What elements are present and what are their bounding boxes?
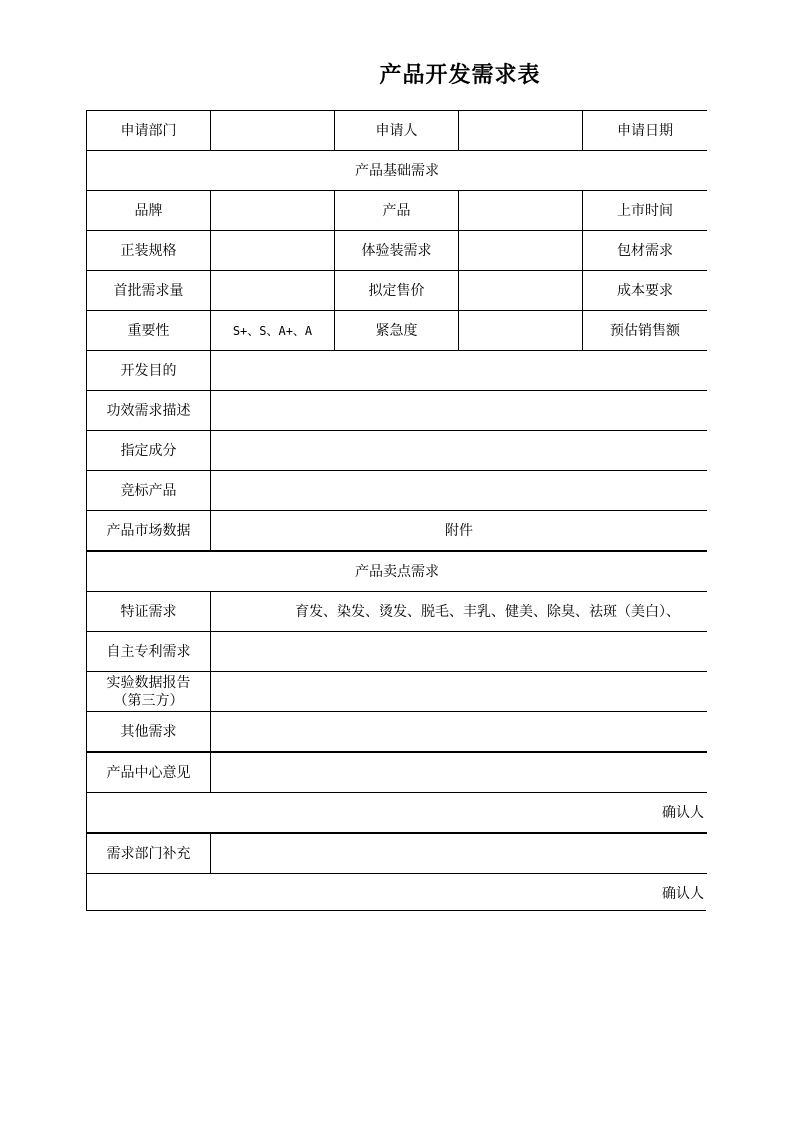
table-row-efficacy — [87, 391, 708, 431]
form-table-frame — [86, 110, 707, 911]
ingredient-value-cell[interactable] — [211, 431, 708, 471]
table-row-competitor — [87, 471, 708, 511]
supplement-value-cell[interactable] — [211, 833, 708, 874]
table-row-batch — [87, 271, 708, 311]
table-row-section-selling — [87, 551, 708, 592]
table-row-confirm-1 — [87, 793, 708, 834]
center-value-cell[interactable] — [211, 752, 708, 793]
urgency-value-cell[interactable] — [459, 311, 583, 351]
importance-label: 重要性 — [87, 311, 211, 351]
brand-value-cell[interactable] — [211, 191, 335, 231]
confirm-signer-2: 确认人 — [87, 874, 708, 912]
table-row-section-basic — [87, 151, 708, 191]
table-row-cert — [87, 592, 708, 632]
spec-value-cell[interactable] — [211, 231, 335, 271]
efficacy-label: 功效需求描述 — [87, 391, 211, 431]
competitor-value-cell[interactable] — [211, 471, 708, 511]
form-table — [86, 110, 707, 911]
other-label: 其他需求 — [87, 712, 211, 753]
importance-value-cell[interactable]: S+、S、A+、A — [211, 311, 335, 351]
price-value-cell[interactable] — [459, 271, 583, 311]
cert-label: 特证需求 — [87, 592, 211, 632]
table-row-priority — [87, 311, 708, 351]
table-row-brand — [87, 191, 708, 231]
table-row-applicant — [87, 111, 708, 151]
batch-value-cell[interactable] — [211, 271, 335, 311]
table-row-spec — [87, 231, 708, 271]
efficacy-value-cell[interactable] — [211, 391, 708, 431]
purpose-label: 开发目的 — [87, 351, 211, 391]
page-title: 产品开发需求表 — [379, 62, 541, 88]
patent-value-cell[interactable] — [211, 632, 708, 672]
trial-label: 体验装需求 — [335, 231, 459, 271]
lab-label-line2: （第三方） — [113, 692, 184, 709]
table-row-other — [87, 712, 708, 753]
sales-label: 预估销售额 — [583, 311, 708, 351]
lab-label — [87, 672, 211, 712]
section-selling-header: 产品卖点需求 — [87, 551, 708, 592]
product-value-cell[interactable] — [459, 191, 583, 231]
market-attachment-cell[interactable]: 附件 — [211, 511, 708, 552]
other-value-cell[interactable] — [211, 712, 708, 753]
brand-label: 品牌 — [87, 191, 211, 231]
supplement-label: 需求部门补充 — [87, 833, 211, 874]
competitor-label: 竞标产品 — [87, 471, 211, 511]
patent-label: 自主专利需求 — [87, 632, 211, 672]
product-label: 产品 — [335, 191, 459, 231]
date-label: 申请日期 — [583, 111, 708, 151]
table-row-ingredient — [87, 431, 708, 471]
price-label: 拟定售价 — [335, 271, 459, 311]
trial-value-cell[interactable] — [459, 231, 583, 271]
batch-label: 首批需求量 — [87, 271, 211, 311]
lab-value-cell[interactable] — [211, 672, 708, 712]
market-label: 产品市场数据 — [87, 511, 211, 552]
urgency-label: 紧急度 — [335, 311, 459, 351]
cert-value-cell[interactable]: 育发、染发、烫发、脱毛、丰乳、健美、除臭、祛斑（美白）、 — [211, 592, 708, 632]
spec-label: 正装规格 — [87, 231, 211, 271]
applicant-value-cell[interactable] — [459, 111, 583, 151]
dept-value-cell[interactable] — [211, 111, 335, 151]
table-row-center — [87, 752, 708, 793]
section-basic-header: 产品基础需求 — [87, 151, 708, 191]
confirm-signer-1: 确认人 — [87, 793, 708, 834]
table-row-purpose — [87, 351, 708, 391]
pack-label: 包材需求 — [583, 231, 708, 271]
table-row-confirm-2 — [87, 874, 708, 912]
table-row-supplement — [87, 833, 708, 874]
applicant-label: 申请人 — [335, 111, 459, 151]
center-label: 产品中心意见 — [87, 752, 211, 793]
launch-label: 上市时间 — [583, 191, 708, 231]
lab-label-line1: 实验数据报告 — [106, 674, 191, 691]
dept-label: 申请部门 — [87, 111, 211, 151]
table-row-market — [87, 511, 708, 552]
table-row-lab — [87, 672, 708, 712]
ingredient-label: 指定成分 — [87, 431, 211, 471]
table-row-patent — [87, 632, 708, 672]
purpose-value-cell[interactable] — [211, 351, 708, 391]
cost-label: 成本要求 — [583, 271, 708, 311]
